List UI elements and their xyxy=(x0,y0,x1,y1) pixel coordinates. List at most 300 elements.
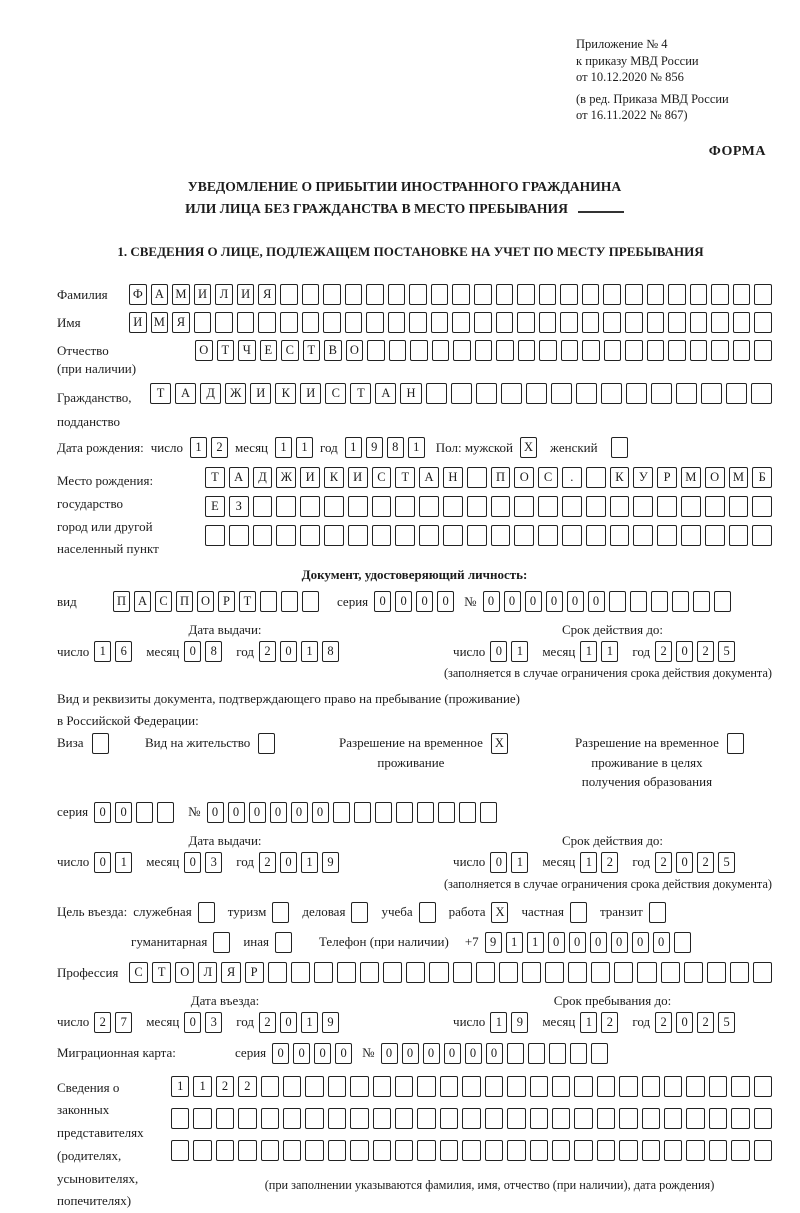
form-cell[interactable] xyxy=(626,383,647,404)
form-cell[interactable]: И xyxy=(250,383,271,404)
form-cell[interactable]: Д xyxy=(253,467,273,488)
form-cell[interactable] xyxy=(651,591,668,612)
form-cell[interactable]: 0 xyxy=(280,641,297,662)
form-cell[interactable] xyxy=(619,1108,637,1129)
form-cell[interactable]: 0 xyxy=(546,591,563,612)
form-cell[interactable] xyxy=(215,312,233,333)
form-cell[interactable]: 2 xyxy=(697,1012,714,1033)
form-cell[interactable]: Т xyxy=(152,962,171,983)
form-cell[interactable]: 0 xyxy=(280,1012,297,1033)
form-cell[interactable]: К xyxy=(275,383,296,404)
form-cell[interactable] xyxy=(562,496,582,517)
form-cell[interactable] xyxy=(591,1043,608,1064)
form-cell[interactable] xyxy=(597,1076,615,1097)
form-cell[interactable] xyxy=(514,496,534,517)
form-cell[interactable] xyxy=(467,496,487,517)
temp-residence-education-checkbox[interactable] xyxy=(727,733,744,754)
form-cell[interactable]: А xyxy=(151,284,169,305)
form-cell[interactable]: Т xyxy=(395,467,415,488)
form-cell[interactable] xyxy=(597,1140,615,1161)
form-cell[interactable] xyxy=(324,525,344,546)
form-cell[interactable]: 8 xyxy=(205,641,222,662)
form-cell[interactable] xyxy=(686,1076,704,1097)
form-cell[interactable]: Р xyxy=(218,591,235,612)
form-cell[interactable]: 1 xyxy=(275,437,292,458)
form-cell[interactable] xyxy=(431,312,449,333)
form-cell[interactable] xyxy=(754,1076,772,1097)
form-cell[interactable] xyxy=(328,1076,346,1097)
form-cell[interactable]: 2 xyxy=(259,852,276,873)
form-cell[interactable] xyxy=(323,312,341,333)
form-cell[interactable]: Р xyxy=(245,962,264,983)
form-cell[interactable]: О xyxy=(705,467,725,488)
form-cell[interactable] xyxy=(604,340,622,361)
form-cell[interactable] xyxy=(657,525,677,546)
form-cell[interactable] xyxy=(409,284,427,305)
form-cell[interactable] xyxy=(474,312,492,333)
form-cell[interactable] xyxy=(283,1076,301,1097)
form-cell[interactable]: 3 xyxy=(205,1012,222,1033)
form-cell[interactable]: 0 xyxy=(94,852,111,873)
form-cell[interactable] xyxy=(389,340,407,361)
form-cell[interactable] xyxy=(238,1108,256,1129)
form-cell[interactable] xyxy=(711,312,729,333)
form-cell[interactable]: Я xyxy=(172,312,190,333)
form-cell[interactable] xyxy=(426,383,447,404)
form-cell[interactable] xyxy=(373,1140,391,1161)
form-cell[interactable] xyxy=(647,312,665,333)
form-cell[interactable]: 1 xyxy=(511,852,528,873)
form-cell[interactable] xyxy=(731,1108,749,1129)
form-cell[interactable]: А xyxy=(419,467,439,488)
form-cell[interactable] xyxy=(570,1043,587,1064)
form-cell[interactable] xyxy=(603,284,621,305)
purpose-humanitarian-checkbox[interactable] xyxy=(213,932,230,953)
form-cell[interactable] xyxy=(432,340,450,361)
form-cell[interactable] xyxy=(754,340,772,361)
form-cell[interactable] xyxy=(591,962,610,983)
purpose-study-checkbox[interactable] xyxy=(419,902,436,923)
form-cell[interactable]: 0 xyxy=(280,852,297,873)
form-cell[interactable] xyxy=(476,962,495,983)
form-cell[interactable]: О xyxy=(514,467,534,488)
form-cell[interactable]: П xyxy=(491,467,511,488)
form-cell[interactable] xyxy=(507,1108,525,1129)
form-cell[interactable]: О xyxy=(175,962,194,983)
form-cell[interactable] xyxy=(690,312,708,333)
form-cell[interactable]: 0 xyxy=(291,802,308,823)
form-cell[interactable] xyxy=(324,496,344,517)
form-cell[interactable]: И xyxy=(129,312,147,333)
form-cell[interactable]: М xyxy=(151,312,169,333)
form-cell[interactable]: А xyxy=(229,467,249,488)
form-cell[interactable] xyxy=(276,525,296,546)
form-cell[interactable] xyxy=(642,1108,660,1129)
form-cell[interactable]: 1 xyxy=(301,852,318,873)
form-cell[interactable] xyxy=(657,496,677,517)
form-cell[interactable] xyxy=(701,383,722,404)
form-cell[interactable]: М xyxy=(729,467,749,488)
form-cell[interactable] xyxy=(668,312,686,333)
form-cell[interactable] xyxy=(603,312,621,333)
form-cell[interactable] xyxy=(676,383,697,404)
form-cell[interactable] xyxy=(388,284,406,305)
form-cell[interactable] xyxy=(496,284,514,305)
form-cell[interactable] xyxy=(417,1140,435,1161)
form-cell[interactable] xyxy=(668,284,686,305)
form-cell[interactable] xyxy=(373,1076,391,1097)
form-cell[interactable] xyxy=(539,312,557,333)
form-cell[interactable] xyxy=(350,1108,368,1129)
form-cell[interactable]: 0 xyxy=(632,932,649,953)
form-cell[interactable]: 2 xyxy=(655,1012,672,1033)
form-cell[interactable] xyxy=(693,591,710,612)
form-cell[interactable]: 1 xyxy=(345,437,362,458)
form-cell[interactable] xyxy=(672,591,689,612)
form-cell[interactable]: 0 xyxy=(676,641,693,662)
sex-male-checkbox[interactable]: X xyxy=(520,437,537,458)
form-cell[interactable]: 0 xyxy=(567,591,584,612)
form-cell[interactable] xyxy=(637,962,656,983)
form-cell[interactable] xyxy=(568,962,587,983)
form-cell[interactable] xyxy=(171,1140,189,1161)
form-cell[interactable] xyxy=(651,383,672,404)
form-cell[interactable] xyxy=(597,1108,615,1129)
form-cell[interactable]: И xyxy=(194,284,212,305)
form-cell[interactable] xyxy=(328,1108,346,1129)
form-cell[interactable] xyxy=(485,1076,503,1097)
form-cell[interactable] xyxy=(305,1140,323,1161)
form-cell[interactable]: 0 xyxy=(416,591,433,612)
form-cell[interactable] xyxy=(705,496,725,517)
form-cell[interactable] xyxy=(499,962,518,983)
form-cell[interactable] xyxy=(194,312,212,333)
form-cell[interactable] xyxy=(686,1108,704,1129)
form-cell[interactable] xyxy=(205,525,225,546)
form-cell[interactable] xyxy=(681,496,701,517)
form-cell[interactable]: 2 xyxy=(697,852,714,873)
form-cell[interactable]: 0 xyxy=(184,1012,201,1033)
form-cell[interactable]: Б xyxy=(752,467,772,488)
form-cell[interactable]: 0 xyxy=(588,591,605,612)
form-cell[interactable]: 0 xyxy=(402,1043,419,1064)
form-cell[interactable] xyxy=(630,591,647,612)
form-cell[interactable]: Т xyxy=(217,340,235,361)
form-cell[interactable]: Н xyxy=(443,467,463,488)
form-cell[interactable] xyxy=(462,1076,480,1097)
form-cell[interactable]: Н xyxy=(400,383,421,404)
form-cell[interactable]: Я xyxy=(221,962,240,983)
form-cell[interactable] xyxy=(261,1140,279,1161)
form-cell[interactable]: 0 xyxy=(611,932,628,953)
form-cell[interactable] xyxy=(552,1108,570,1129)
form-cell[interactable] xyxy=(314,962,333,983)
form-cell[interactable] xyxy=(642,1076,660,1097)
form-cell[interactable] xyxy=(582,312,600,333)
form-cell[interactable] xyxy=(419,525,439,546)
form-cell[interactable] xyxy=(610,525,630,546)
form-cell[interactable]: Т xyxy=(150,383,171,404)
form-cell[interactable] xyxy=(410,340,428,361)
form-cell[interactable] xyxy=(731,1140,749,1161)
form-cell[interactable] xyxy=(360,962,379,983)
form-cell[interactable] xyxy=(395,1076,413,1097)
form-cell[interactable] xyxy=(562,525,582,546)
form-cell[interactable] xyxy=(610,496,630,517)
form-cell[interactable] xyxy=(268,962,287,983)
form-cell[interactable]: И xyxy=(348,467,368,488)
form-cell[interactable] xyxy=(522,962,541,983)
form-cell[interactable] xyxy=(440,1108,458,1129)
form-cell[interactable] xyxy=(323,284,341,305)
form-cell[interactable]: 5 xyxy=(718,1012,735,1033)
form-cell[interactable] xyxy=(280,284,298,305)
form-cell[interactable]: Л xyxy=(198,962,217,983)
form-cell[interactable] xyxy=(661,962,680,983)
form-cell[interactable] xyxy=(574,1076,592,1097)
form-cell[interactable]: 2 xyxy=(216,1076,234,1097)
form-cell[interactable] xyxy=(350,1140,368,1161)
form-cell[interactable]: Ж xyxy=(276,467,296,488)
form-cell[interactable] xyxy=(417,802,434,823)
form-cell[interactable]: 0 xyxy=(490,641,507,662)
form-cell[interactable] xyxy=(429,962,448,983)
form-cell[interactable] xyxy=(443,496,463,517)
form-cell[interactable] xyxy=(238,1140,256,1161)
form-cell[interactable] xyxy=(625,312,643,333)
form-cell[interactable]: 0 xyxy=(548,932,565,953)
form-cell[interactable] xyxy=(388,312,406,333)
form-cell[interactable] xyxy=(283,1108,301,1129)
purpose-other-checkbox[interactable] xyxy=(275,932,292,953)
form-cell[interactable]: 1 xyxy=(115,852,132,873)
form-cell[interactable]: О xyxy=(197,591,214,612)
form-cell[interactable]: Ч xyxy=(238,340,256,361)
form-cell[interactable] xyxy=(539,284,557,305)
form-cell[interactable] xyxy=(452,312,470,333)
form-cell[interactable]: 0 xyxy=(525,591,542,612)
form-cell[interactable] xyxy=(409,312,427,333)
form-cell[interactable]: 8 xyxy=(322,641,339,662)
form-cell[interactable] xyxy=(237,312,255,333)
form-cell[interactable] xyxy=(354,802,371,823)
form-cell[interactable] xyxy=(664,1076,682,1097)
form-cell[interactable]: 1 xyxy=(511,641,528,662)
form-cell[interactable] xyxy=(253,525,273,546)
form-cell[interactable]: 0 xyxy=(676,1012,693,1033)
form-cell[interactable]: 0 xyxy=(293,1043,310,1064)
form-cell[interactable]: 0 xyxy=(486,1043,503,1064)
form-cell[interactable] xyxy=(253,496,273,517)
form-cell[interactable]: Т xyxy=(350,383,371,404)
form-cell[interactable] xyxy=(305,1108,323,1129)
form-cell[interactable]: 2 xyxy=(601,1012,618,1033)
form-cell[interactable] xyxy=(709,1140,727,1161)
purpose-private-checkbox[interactable] xyxy=(570,902,587,923)
form-cell[interactable] xyxy=(752,496,772,517)
form-cell[interactable]: 0 xyxy=(590,932,607,953)
form-cell[interactable] xyxy=(261,1108,279,1129)
form-cell[interactable] xyxy=(709,1108,727,1129)
form-cell[interactable] xyxy=(674,932,691,953)
form-cell[interactable] xyxy=(485,1108,503,1129)
form-cell[interactable]: П xyxy=(176,591,193,612)
form-cell[interactable] xyxy=(549,1043,566,1064)
form-cell[interactable]: 1 xyxy=(490,1012,507,1033)
form-cell[interactable] xyxy=(707,962,726,983)
form-cell[interactable] xyxy=(625,340,643,361)
form-cell[interactable]: 2 xyxy=(94,1012,111,1033)
form-cell[interactable] xyxy=(552,1076,570,1097)
form-cell[interactable]: . xyxy=(562,467,582,488)
visa-checkbox[interactable] xyxy=(92,733,109,754)
form-cell[interactable] xyxy=(395,1140,413,1161)
form-cell[interactable]: В xyxy=(324,340,342,361)
form-cell[interactable]: 2 xyxy=(655,641,672,662)
form-cell[interactable] xyxy=(260,591,277,612)
form-cell[interactable] xyxy=(668,340,686,361)
form-cell[interactable] xyxy=(582,340,600,361)
form-cell[interactable] xyxy=(451,383,472,404)
form-cell[interactable]: 0 xyxy=(207,802,224,823)
form-cell[interactable]: 9 xyxy=(322,852,339,873)
form-cell[interactable] xyxy=(431,284,449,305)
form-cell[interactable]: 2 xyxy=(655,852,672,873)
form-cell[interactable] xyxy=(714,591,731,612)
purpose-business-checkbox[interactable] xyxy=(351,902,368,923)
form-cell[interactable] xyxy=(337,962,356,983)
form-cell[interactable] xyxy=(733,312,751,333)
form-cell[interactable] xyxy=(348,525,368,546)
form-cell[interactable] xyxy=(501,383,522,404)
form-cell[interactable] xyxy=(733,284,751,305)
form-cell[interactable]: Д xyxy=(200,383,221,404)
form-cell[interactable]: 5 xyxy=(718,641,735,662)
form-cell[interactable] xyxy=(395,1108,413,1129)
form-cell[interactable] xyxy=(647,340,665,361)
form-cell[interactable] xyxy=(467,525,487,546)
form-cell[interactable]: С xyxy=(538,467,558,488)
form-cell[interactable]: 0 xyxy=(504,591,521,612)
form-cell[interactable] xyxy=(530,1108,548,1129)
form-cell[interactable]: 9 xyxy=(511,1012,528,1033)
form-cell[interactable] xyxy=(396,802,413,823)
form-cell[interactable] xyxy=(476,383,497,404)
form-cell[interactable] xyxy=(261,1076,279,1097)
form-cell[interactable] xyxy=(647,284,665,305)
form-cell[interactable] xyxy=(417,1108,435,1129)
form-cell[interactable]: 8 xyxy=(387,437,404,458)
form-cell[interactable] xyxy=(690,284,708,305)
form-cell[interactable]: М xyxy=(681,467,701,488)
form-cell[interactable]: 0 xyxy=(335,1043,352,1064)
form-cell[interactable] xyxy=(462,1108,480,1129)
form-cell[interactable]: 1 xyxy=(580,641,597,662)
form-cell[interactable] xyxy=(136,802,153,823)
form-cell[interactable] xyxy=(193,1108,211,1129)
form-cell[interactable]: 0 xyxy=(483,591,500,612)
form-cell[interactable] xyxy=(375,802,392,823)
form-cell[interactable] xyxy=(291,962,310,983)
form-cell[interactable]: 1 xyxy=(506,932,523,953)
form-cell[interactable]: 0 xyxy=(423,1043,440,1064)
form-cell[interactable]: 0 xyxy=(184,641,201,662)
form-cell[interactable]: 0 xyxy=(270,802,287,823)
form-cell[interactable] xyxy=(345,284,363,305)
form-cell[interactable] xyxy=(395,525,415,546)
form-cell[interactable] xyxy=(642,1140,660,1161)
form-cell[interactable] xyxy=(372,496,392,517)
form-cell[interactable] xyxy=(475,340,493,361)
purpose-transit-checkbox[interactable] xyxy=(649,902,666,923)
form-cell[interactable]: 0 xyxy=(249,802,266,823)
form-cell[interactable]: С xyxy=(281,340,299,361)
form-cell[interactable] xyxy=(453,340,471,361)
form-cell[interactable] xyxy=(711,284,729,305)
form-cell[interactable] xyxy=(459,802,476,823)
form-cell[interactable]: К xyxy=(324,467,344,488)
form-cell[interactable] xyxy=(345,312,363,333)
form-cell[interactable]: 2 xyxy=(238,1076,256,1097)
form-cell[interactable]: 0 xyxy=(465,1043,482,1064)
form-cell[interactable] xyxy=(733,340,751,361)
form-cell[interactable] xyxy=(281,591,298,612)
form-cell[interactable]: А xyxy=(134,591,151,612)
form-cell[interactable]: 2 xyxy=(259,1012,276,1033)
form-cell[interactable]: 1 xyxy=(408,437,425,458)
form-cell[interactable]: 1 xyxy=(580,1012,597,1033)
form-cell[interactable] xyxy=(729,496,749,517)
form-cell[interactable]: 1 xyxy=(580,852,597,873)
form-cell[interactable] xyxy=(395,496,415,517)
form-cell[interactable]: 0 xyxy=(395,591,412,612)
form-cell[interactable]: 6 xyxy=(115,641,132,662)
form-cell[interactable] xyxy=(491,525,511,546)
form-cell[interactable] xyxy=(453,962,472,983)
form-cell[interactable] xyxy=(300,496,320,517)
form-cell[interactable] xyxy=(586,525,606,546)
form-cell[interactable] xyxy=(686,1140,704,1161)
form-cell[interactable]: 9 xyxy=(322,1012,339,1033)
form-cell[interactable]: 2 xyxy=(211,437,228,458)
form-cell[interactable] xyxy=(730,962,749,983)
form-cell[interactable]: 1 xyxy=(301,641,318,662)
form-cell[interactable] xyxy=(333,802,350,823)
form-cell[interactable] xyxy=(560,312,578,333)
form-cell[interactable] xyxy=(305,1076,323,1097)
form-cell[interactable] xyxy=(551,383,572,404)
form-cell[interactable]: П xyxy=(113,591,130,612)
form-cell[interactable]: Е xyxy=(205,496,225,517)
form-cell[interactable]: 1 xyxy=(190,437,207,458)
form-cell[interactable] xyxy=(754,312,772,333)
form-cell[interactable] xyxy=(530,1140,548,1161)
form-cell[interactable]: 5 xyxy=(718,852,735,873)
form-cell[interactable] xyxy=(328,1140,346,1161)
form-cell[interactable] xyxy=(726,383,747,404)
form-cell[interactable] xyxy=(576,383,597,404)
form-cell[interactable]: Я xyxy=(258,284,276,305)
form-cell[interactable]: Е xyxy=(260,340,278,361)
form-cell[interactable]: 0 xyxy=(314,1043,331,1064)
form-cell[interactable] xyxy=(517,312,535,333)
form-cell[interactable] xyxy=(216,1108,234,1129)
form-cell[interactable] xyxy=(480,802,497,823)
form-cell[interactable] xyxy=(539,340,557,361)
form-cell[interactable]: 2 xyxy=(259,641,276,662)
form-cell[interactable]: 1 xyxy=(601,641,618,662)
form-cell[interactable] xyxy=(538,496,558,517)
